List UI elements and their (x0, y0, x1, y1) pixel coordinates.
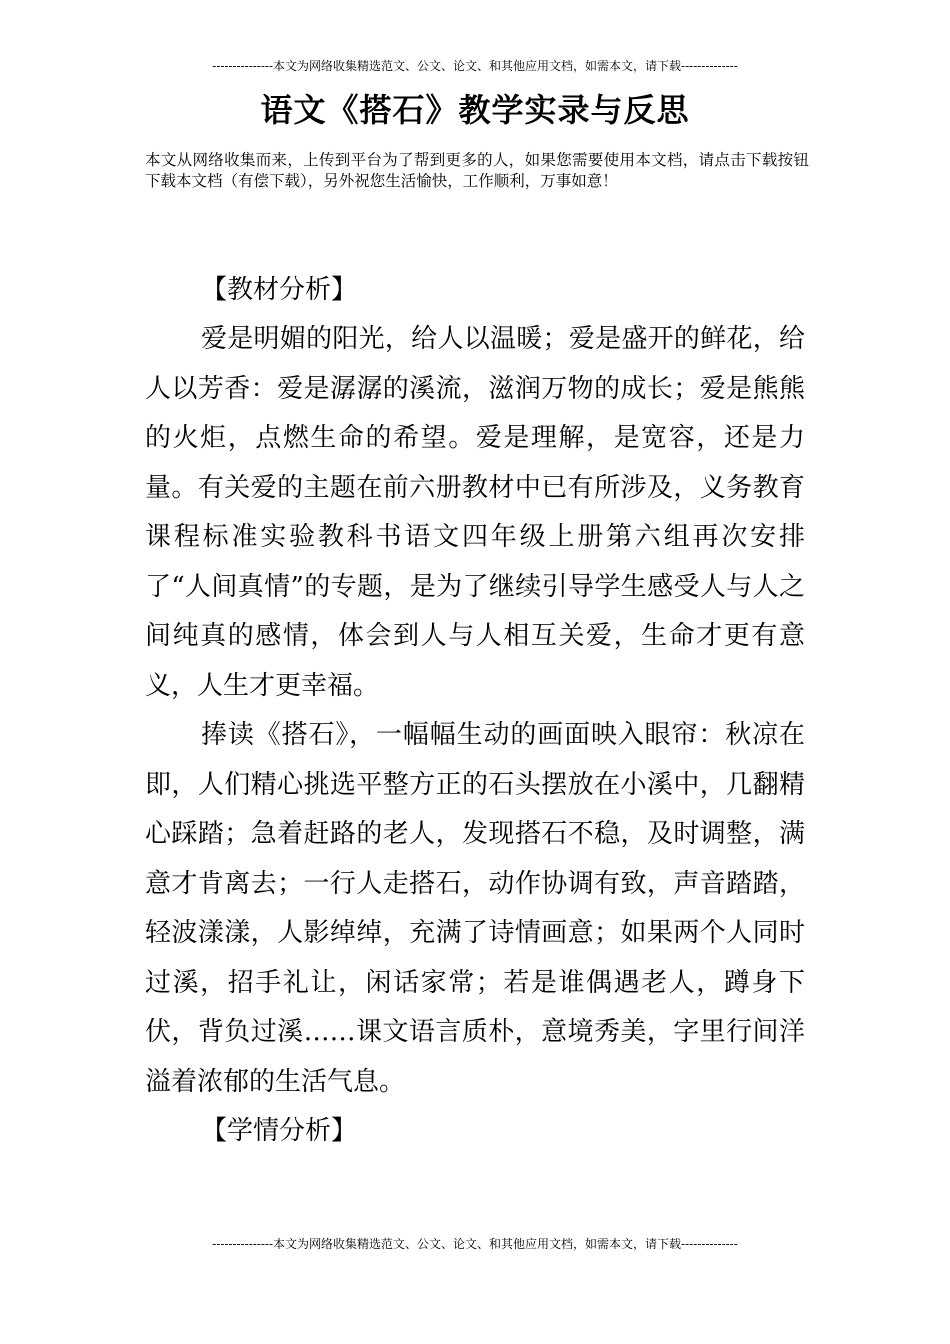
document-title: 语文《搭石》教学实录与反思 (260, 91, 690, 129)
download-notice: 本文从网络收集而来，上传到平台为了帮到更多的人，如果您需要使用本文档，请点击下载按钮下载本文档（有偿下载），另外祝您生活愉快，工作顺利，万事如意！ (145, 151, 809, 190)
section-heading-textbook-analysis: 【教材分析】 (201, 275, 358, 305)
section-heading-student-analysis: 【学情分析】 (201, 1116, 358, 1146)
header-banner: ---------------本文为网络收集精选范文、公文、论文、和其他应用文档，如需本文，请下载-------------- (212, 59, 738, 73)
footer-banner: ---------------本文为网络收集精选范文、公文、论文、和其他应用文档，如需本文，请下载-------------- (212, 1237, 738, 1251)
paragraph-dashi-reading: 捧读《搭石》，一幅幅生动的画面映入眼帘：秋凉在即，人们精心挑选平整方正的石头摆放在小溪中，几翻精心踩踏；急着赶路的老人，发现搭石不稳，及时调整，满意才肯离去；一行人走搭石，动作协调有致，声音踏踏，轻波漾漾，人影绰绰，充满了诗情画意；如果两个人同时过溪，招手礼让，闲话家常；若是谁偶遇老人，蹲身下伏，背负过溪……课文语言质朴，意境秀美，字里行间洋溢着浓郁的生活气息。 (145, 720, 805, 1097)
document-body (145, 266, 805, 1156)
paragraph-love-theme: 爱是明媚的阳光，给人以温暖；爱是盛开的鲜花，给人以芳香：爱是潺潺的溪流，滋润万物的成长；爱是熊熊的火炬，点燃生命的希望。爱是理解，是宽容，还是力量。有关爱的主题在前六册教材中已有所涉及，义务教育课程标准实验教科书语文四年级上册第六组再次安排了“人间真情”的专题，是为了继续引导学生感受人与人之间纯真的感情，体会到人与人相互关爱，生命才更有意义，人生才更幸福。 (145, 324, 805, 701)
